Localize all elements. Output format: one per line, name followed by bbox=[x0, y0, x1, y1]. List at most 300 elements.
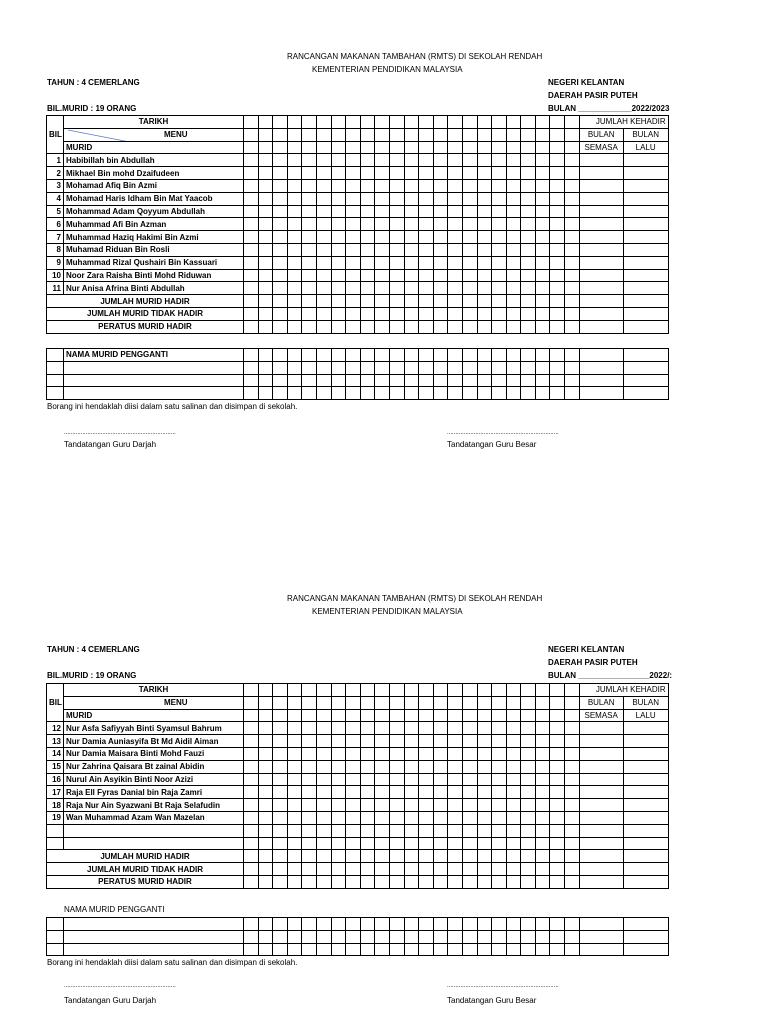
attendance-cell[interactable] bbox=[302, 696, 317, 709]
attendance-cell[interactable] bbox=[565, 696, 580, 709]
total-lalu-cell[interactable] bbox=[623, 154, 668, 167]
attendance-cell[interactable] bbox=[302, 786, 317, 799]
attendance-cell[interactable] bbox=[462, 387, 477, 400]
attendance-cell[interactable] bbox=[346, 218, 361, 231]
attendance-cell[interactable] bbox=[244, 295, 259, 308]
attendance-cell[interactable] bbox=[550, 205, 565, 218]
attendance-cell[interactable] bbox=[506, 154, 521, 167]
attendance-cell[interactable] bbox=[535, 747, 550, 760]
attendance-cell[interactable] bbox=[389, 243, 404, 256]
attendance-cell[interactable] bbox=[244, 141, 259, 154]
attendance-cell[interactable] bbox=[492, 231, 507, 244]
attendance-cell[interactable] bbox=[506, 824, 521, 837]
attendance-cell[interactable] bbox=[550, 943, 565, 956]
attendance-cell[interactable] bbox=[419, 722, 434, 735]
attendance-cell[interactable] bbox=[565, 773, 580, 786]
attendance-cell[interactable] bbox=[389, 361, 404, 374]
attendance-cell[interactable] bbox=[419, 684, 434, 697]
attendance-cell[interactable] bbox=[521, 786, 536, 799]
attendance-cell[interactable] bbox=[258, 786, 273, 799]
attendance-cell[interactable] bbox=[477, 930, 492, 943]
total-semasa-cell[interactable] bbox=[579, 735, 623, 748]
attendance-cell[interactable] bbox=[433, 850, 448, 863]
attendance-cell[interactable] bbox=[477, 747, 492, 760]
attendance-cell[interactable] bbox=[331, 167, 346, 180]
attendance-cell[interactable] bbox=[506, 269, 521, 282]
attendance-cell[interactable] bbox=[346, 760, 361, 773]
attendance-cell[interactable] bbox=[506, 875, 521, 888]
attendance-cell[interactable] bbox=[258, 116, 273, 129]
attendance-cell[interactable] bbox=[346, 863, 361, 876]
attendance-cell[interactable] bbox=[258, 154, 273, 167]
total-semasa-cell[interactable] bbox=[579, 850, 623, 863]
attendance-cell[interactable] bbox=[492, 128, 507, 141]
attendance-cell[interactable] bbox=[565, 684, 580, 697]
total-lalu-cell[interactable] bbox=[623, 307, 668, 320]
attendance-cell[interactable] bbox=[404, 269, 419, 282]
attendance-cell[interactable] bbox=[521, 709, 536, 722]
attendance-cell[interactable] bbox=[535, 918, 550, 931]
attendance-cell[interactable] bbox=[360, 116, 375, 129]
attendance-cell[interactable] bbox=[448, 269, 463, 282]
attendance-cell[interactable] bbox=[550, 837, 565, 850]
attendance-cell[interactable] bbox=[550, 811, 565, 824]
attendance-cell[interactable] bbox=[565, 747, 580, 760]
attendance-cell[interactable] bbox=[287, 192, 302, 205]
attendance-cell[interactable] bbox=[492, 141, 507, 154]
attendance-cell[interactable] bbox=[550, 760, 565, 773]
attendance-cell[interactable] bbox=[477, 307, 492, 320]
attendance-cell[interactable] bbox=[492, 943, 507, 956]
attendance-cell[interactable] bbox=[404, 760, 419, 773]
attendance-cell[interactable] bbox=[521, 875, 536, 888]
attendance-cell[interactable] bbox=[565, 361, 580, 374]
attendance-cell[interactable] bbox=[477, 684, 492, 697]
attendance-cell[interactable] bbox=[302, 747, 317, 760]
attendance-cell[interactable] bbox=[258, 205, 273, 218]
attendance-cell[interactable] bbox=[448, 387, 463, 400]
attendance-cell[interactable] bbox=[404, 773, 419, 786]
attendance-cell[interactable] bbox=[477, 269, 492, 282]
attendance-cell[interactable] bbox=[360, 850, 375, 863]
attendance-cell[interactable] bbox=[273, 863, 288, 876]
attendance-cell[interactable] bbox=[287, 269, 302, 282]
attendance-cell[interactable] bbox=[404, 205, 419, 218]
attendance-cell[interactable] bbox=[535, 374, 550, 387]
attendance-cell[interactable] bbox=[302, 282, 317, 295]
attendance-cell[interactable] bbox=[462, 747, 477, 760]
attendance-cell[interactable] bbox=[287, 684, 302, 697]
attendance-cell[interactable] bbox=[462, 361, 477, 374]
attendance-cell[interactable] bbox=[535, 269, 550, 282]
attendance-cell[interactable] bbox=[258, 850, 273, 863]
attendance-cell[interactable] bbox=[433, 863, 448, 876]
attendance-cell[interactable] bbox=[302, 811, 317, 824]
attendance-cell[interactable] bbox=[389, 349, 404, 362]
attendance-cell[interactable] bbox=[462, 231, 477, 244]
total-semasa-cell[interactable] bbox=[579, 282, 623, 295]
total-lalu-cell[interactable] bbox=[623, 747, 668, 760]
total-lalu-cell[interactable] bbox=[623, 799, 668, 812]
attendance-cell[interactable] bbox=[244, 722, 259, 735]
attendance-cell[interactable] bbox=[477, 231, 492, 244]
attendance-cell[interactable] bbox=[433, 192, 448, 205]
attendance-cell[interactable] bbox=[316, 786, 331, 799]
attendance-cell[interactable] bbox=[331, 320, 346, 333]
attendance-cell[interactable] bbox=[448, 167, 463, 180]
attendance-cell[interactable] bbox=[433, 295, 448, 308]
attendance-cell[interactable] bbox=[331, 863, 346, 876]
attendance-cell[interactable] bbox=[244, 349, 259, 362]
attendance-cell[interactable] bbox=[550, 709, 565, 722]
attendance-cell[interactable] bbox=[535, 837, 550, 850]
attendance-cell[interactable] bbox=[316, 231, 331, 244]
attendance-cell[interactable] bbox=[360, 837, 375, 850]
attendance-cell[interactable] bbox=[316, 837, 331, 850]
attendance-cell[interactable] bbox=[258, 930, 273, 943]
attendance-cell[interactable] bbox=[419, 875, 434, 888]
attendance-cell[interactable] bbox=[375, 205, 390, 218]
attendance-cell[interactable] bbox=[550, 116, 565, 129]
attendance-cell[interactable] bbox=[258, 760, 273, 773]
attendance-cell[interactable] bbox=[360, 282, 375, 295]
attendance-cell[interactable] bbox=[477, 349, 492, 362]
attendance-cell[interactable] bbox=[287, 282, 302, 295]
attendance-cell[interactable] bbox=[550, 747, 565, 760]
attendance-cell[interactable] bbox=[273, 684, 288, 697]
attendance-cell[interactable] bbox=[316, 709, 331, 722]
attendance-cell[interactable] bbox=[565, 167, 580, 180]
attendance-cell[interactable] bbox=[331, 773, 346, 786]
attendance-cell[interactable] bbox=[404, 850, 419, 863]
attendance-cell[interactable] bbox=[565, 243, 580, 256]
attendance-cell[interactable] bbox=[316, 735, 331, 748]
attendance-cell[interactable] bbox=[360, 192, 375, 205]
attendance-cell[interactable] bbox=[273, 256, 288, 269]
attendance-cell[interactable] bbox=[346, 930, 361, 943]
attendance-cell[interactable] bbox=[316, 863, 331, 876]
attendance-cell[interactable] bbox=[375, 875, 390, 888]
attendance-cell[interactable] bbox=[565, 930, 580, 943]
attendance-cell[interactable] bbox=[302, 837, 317, 850]
attendance-cell[interactable] bbox=[244, 387, 259, 400]
attendance-cell[interactable] bbox=[565, 722, 580, 735]
total-lalu-cell[interactable] bbox=[623, 243, 668, 256]
attendance-cell[interactable] bbox=[565, 256, 580, 269]
attendance-cell[interactable] bbox=[477, 141, 492, 154]
attendance-cell[interactable] bbox=[360, 760, 375, 773]
attendance-cell[interactable] bbox=[462, 116, 477, 129]
attendance-cell[interactable] bbox=[492, 837, 507, 850]
attendance-cell[interactable] bbox=[550, 282, 565, 295]
attendance-cell[interactable] bbox=[419, 231, 434, 244]
replacement-name[interactable] bbox=[64, 943, 244, 956]
attendance-cell[interactable] bbox=[404, 918, 419, 931]
attendance-cell[interactable] bbox=[419, 735, 434, 748]
total-lalu-cell[interactable] bbox=[623, 361, 668, 374]
attendance-cell[interactable] bbox=[565, 116, 580, 129]
attendance-cell[interactable] bbox=[360, 167, 375, 180]
attendance-cell[interactable] bbox=[346, 269, 361, 282]
attendance-cell[interactable] bbox=[550, 349, 565, 362]
attendance-cell[interactable] bbox=[375, 747, 390, 760]
total-lalu-cell[interactable] bbox=[623, 218, 668, 231]
attendance-cell[interactable] bbox=[477, 722, 492, 735]
attendance-cell[interactable] bbox=[419, 850, 434, 863]
total-lalu-cell[interactable] bbox=[623, 875, 668, 888]
attendance-cell[interactable] bbox=[302, 387, 317, 400]
attendance-cell[interactable] bbox=[448, 850, 463, 863]
attendance-cell[interactable] bbox=[521, 243, 536, 256]
attendance-cell[interactable] bbox=[258, 243, 273, 256]
attendance-cell[interactable] bbox=[258, 837, 273, 850]
attendance-cell[interactable] bbox=[302, 735, 317, 748]
total-semasa-cell[interactable] bbox=[579, 154, 623, 167]
attendance-cell[interactable] bbox=[302, 154, 317, 167]
attendance-cell[interactable] bbox=[244, 760, 259, 773]
attendance-cell[interactable] bbox=[302, 205, 317, 218]
attendance-cell[interactable] bbox=[521, 684, 536, 697]
attendance-cell[interactable] bbox=[302, 141, 317, 154]
attendance-cell[interactable] bbox=[535, 863, 550, 876]
attendance-cell[interactable] bbox=[302, 128, 317, 141]
total-semasa-cell[interactable] bbox=[579, 943, 623, 956]
attendance-cell[interactable] bbox=[346, 773, 361, 786]
attendance-cell[interactable] bbox=[389, 374, 404, 387]
attendance-cell[interactable] bbox=[535, 154, 550, 167]
attendance-cell[interactable] bbox=[506, 282, 521, 295]
attendance-cell[interactable] bbox=[492, 256, 507, 269]
attendance-cell[interactable] bbox=[302, 307, 317, 320]
attendance-cell[interactable] bbox=[375, 141, 390, 154]
attendance-cell[interactable] bbox=[273, 282, 288, 295]
attendance-cell[interactable] bbox=[521, 141, 536, 154]
attendance-cell[interactable] bbox=[244, 179, 259, 192]
attendance-cell[interactable] bbox=[521, 128, 536, 141]
attendance-cell[interactable] bbox=[506, 231, 521, 244]
attendance-cell[interactable] bbox=[273, 167, 288, 180]
total-semasa-cell[interactable] bbox=[579, 799, 623, 812]
attendance-cell[interactable] bbox=[331, 747, 346, 760]
attendance-cell[interactable] bbox=[565, 192, 580, 205]
attendance-cell[interactable] bbox=[448, 786, 463, 799]
attendance-cell[interactable] bbox=[360, 824, 375, 837]
attendance-cell[interactable] bbox=[244, 320, 259, 333]
attendance-cell[interactable] bbox=[273, 320, 288, 333]
attendance-cell[interactable] bbox=[331, 116, 346, 129]
attendance-cell[interactable] bbox=[316, 128, 331, 141]
attendance-cell[interactable] bbox=[419, 218, 434, 231]
total-semasa-cell[interactable] bbox=[579, 218, 623, 231]
attendance-cell[interactable] bbox=[521, 320, 536, 333]
attendance-cell[interactable] bbox=[316, 192, 331, 205]
attendance-cell[interactable] bbox=[244, 709, 259, 722]
attendance-cell[interactable] bbox=[273, 361, 288, 374]
attendance-cell[interactable] bbox=[462, 218, 477, 231]
attendance-cell[interactable] bbox=[565, 307, 580, 320]
attendance-cell[interactable] bbox=[302, 320, 317, 333]
attendance-cell[interactable] bbox=[375, 735, 390, 748]
attendance-cell[interactable] bbox=[316, 684, 331, 697]
attendance-cell[interactable] bbox=[462, 684, 477, 697]
attendance-cell[interactable] bbox=[492, 116, 507, 129]
attendance-cell[interactable] bbox=[331, 205, 346, 218]
attendance-cell[interactable] bbox=[506, 167, 521, 180]
attendance-cell[interactable] bbox=[492, 735, 507, 748]
attendance-cell[interactable] bbox=[419, 811, 434, 824]
total-lalu-cell[interactable] bbox=[623, 735, 668, 748]
attendance-cell[interactable] bbox=[244, 167, 259, 180]
attendance-cell[interactable] bbox=[331, 786, 346, 799]
total-semasa-cell[interactable] bbox=[579, 179, 623, 192]
attendance-cell[interactable] bbox=[287, 799, 302, 812]
attendance-cell[interactable] bbox=[375, 863, 390, 876]
attendance-cell[interactable] bbox=[404, 696, 419, 709]
attendance-cell[interactable] bbox=[244, 282, 259, 295]
attendance-cell[interactable] bbox=[273, 349, 288, 362]
total-lalu-cell[interactable] bbox=[623, 863, 668, 876]
attendance-cell[interactable] bbox=[244, 799, 259, 812]
attendance-cell[interactable] bbox=[448, 141, 463, 154]
attendance-cell[interactable] bbox=[448, 295, 463, 308]
attendance-cell[interactable] bbox=[448, 943, 463, 956]
attendance-cell[interactable] bbox=[273, 141, 288, 154]
attendance-cell[interactable] bbox=[550, 387, 565, 400]
attendance-cell[interactable] bbox=[258, 875, 273, 888]
attendance-cell[interactable] bbox=[287, 918, 302, 931]
attendance-cell[interactable] bbox=[506, 773, 521, 786]
attendance-cell[interactable] bbox=[565, 141, 580, 154]
attendance-cell[interactable] bbox=[550, 773, 565, 786]
attendance-cell[interactable] bbox=[316, 361, 331, 374]
attendance-cell[interactable] bbox=[550, 320, 565, 333]
replacement-name[interactable] bbox=[64, 930, 244, 943]
attendance-cell[interactable] bbox=[492, 192, 507, 205]
total-lalu-cell[interactable] bbox=[623, 918, 668, 931]
attendance-cell[interactable] bbox=[244, 824, 259, 837]
attendance-cell[interactable] bbox=[550, 128, 565, 141]
attendance-cell[interactable] bbox=[521, 722, 536, 735]
replacement-name[interactable] bbox=[64, 374, 244, 387]
attendance-cell[interactable] bbox=[404, 943, 419, 956]
attendance-cell[interactable] bbox=[302, 295, 317, 308]
attendance-cell[interactable] bbox=[521, 837, 536, 850]
attendance-cell[interactable] bbox=[565, 320, 580, 333]
attendance-cell[interactable] bbox=[258, 824, 273, 837]
attendance-cell[interactable] bbox=[287, 811, 302, 824]
attendance-cell[interactable] bbox=[462, 943, 477, 956]
attendance-cell[interactable] bbox=[287, 128, 302, 141]
total-semasa-cell[interactable] bbox=[579, 387, 623, 400]
attendance-cell[interactable] bbox=[346, 154, 361, 167]
attendance-cell[interactable] bbox=[273, 179, 288, 192]
attendance-cell[interactable] bbox=[273, 387, 288, 400]
attendance-cell[interactable] bbox=[565, 709, 580, 722]
attendance-cell[interactable] bbox=[346, 295, 361, 308]
attendance-cell[interactable] bbox=[375, 850, 390, 863]
attendance-cell[interactable] bbox=[477, 320, 492, 333]
attendance-cell[interactable] bbox=[346, 167, 361, 180]
attendance-cell[interactable] bbox=[448, 875, 463, 888]
total-semasa-cell[interactable] bbox=[579, 192, 623, 205]
attendance-cell[interactable] bbox=[258, 735, 273, 748]
attendance-cell[interactable] bbox=[419, 116, 434, 129]
attendance-cell[interactable] bbox=[273, 307, 288, 320]
attendance-cell[interactable] bbox=[258, 269, 273, 282]
attendance-cell[interactable] bbox=[419, 863, 434, 876]
attendance-cell[interactable] bbox=[302, 218, 317, 231]
attendance-cell[interactable] bbox=[419, 269, 434, 282]
attendance-cell[interactable] bbox=[492, 179, 507, 192]
attendance-cell[interactable] bbox=[419, 128, 434, 141]
attendance-cell[interactable] bbox=[360, 218, 375, 231]
attendance-cell[interactable] bbox=[521, 747, 536, 760]
attendance-cell[interactable] bbox=[258, 773, 273, 786]
attendance-cell[interactable] bbox=[316, 349, 331, 362]
attendance-cell[interactable] bbox=[331, 824, 346, 837]
attendance-cell[interactable] bbox=[492, 863, 507, 876]
attendance-cell[interactable] bbox=[477, 128, 492, 141]
attendance-cell[interactable] bbox=[273, 875, 288, 888]
attendance-cell[interactable] bbox=[346, 128, 361, 141]
attendance-cell[interactable] bbox=[346, 786, 361, 799]
attendance-cell[interactable] bbox=[244, 696, 259, 709]
attendance-cell[interactable] bbox=[375, 374, 390, 387]
attendance-cell[interactable] bbox=[389, 154, 404, 167]
attendance-cell[interactable] bbox=[375, 128, 390, 141]
attendance-cell[interactable] bbox=[477, 850, 492, 863]
attendance-cell[interactable] bbox=[346, 361, 361, 374]
attendance-cell[interactable] bbox=[565, 918, 580, 931]
attendance-cell[interactable] bbox=[419, 167, 434, 180]
attendance-cell[interactable] bbox=[492, 320, 507, 333]
attendance-cell[interactable] bbox=[506, 837, 521, 850]
attendance-cell[interactable] bbox=[462, 307, 477, 320]
attendance-cell[interactable] bbox=[331, 811, 346, 824]
attendance-cell[interactable] bbox=[346, 943, 361, 956]
attendance-cell[interactable] bbox=[346, 141, 361, 154]
attendance-cell[interactable] bbox=[258, 943, 273, 956]
attendance-cell[interactable] bbox=[287, 307, 302, 320]
attendance-cell[interactable] bbox=[419, 773, 434, 786]
attendance-cell[interactable] bbox=[287, 387, 302, 400]
attendance-cell[interactable] bbox=[492, 684, 507, 697]
attendance-cell[interactable] bbox=[375, 943, 390, 956]
attendance-cell[interactable] bbox=[287, 154, 302, 167]
attendance-cell[interactable] bbox=[404, 179, 419, 192]
attendance-cell[interactable] bbox=[535, 943, 550, 956]
attendance-cell[interactable] bbox=[316, 307, 331, 320]
attendance-cell[interactable] bbox=[273, 824, 288, 837]
attendance-cell[interactable] bbox=[331, 684, 346, 697]
attendance-cell[interactable] bbox=[346, 116, 361, 129]
attendance-cell[interactable] bbox=[448, 349, 463, 362]
attendance-cell[interactable] bbox=[433, 205, 448, 218]
attendance-cell[interactable] bbox=[506, 387, 521, 400]
attendance-cell[interactable] bbox=[433, 918, 448, 931]
attendance-cell[interactable] bbox=[565, 218, 580, 231]
attendance-cell[interactable] bbox=[316, 760, 331, 773]
attendance-cell[interactable] bbox=[273, 773, 288, 786]
attendance-cell[interactable] bbox=[389, 128, 404, 141]
attendance-cell[interactable] bbox=[521, 918, 536, 931]
attendance-cell[interactable] bbox=[258, 128, 273, 141]
attendance-cell[interactable] bbox=[389, 231, 404, 244]
attendance-cell[interactable] bbox=[448, 179, 463, 192]
attendance-cell[interactable] bbox=[565, 128, 580, 141]
attendance-cell[interactable] bbox=[389, 282, 404, 295]
attendance-cell[interactable] bbox=[462, 256, 477, 269]
